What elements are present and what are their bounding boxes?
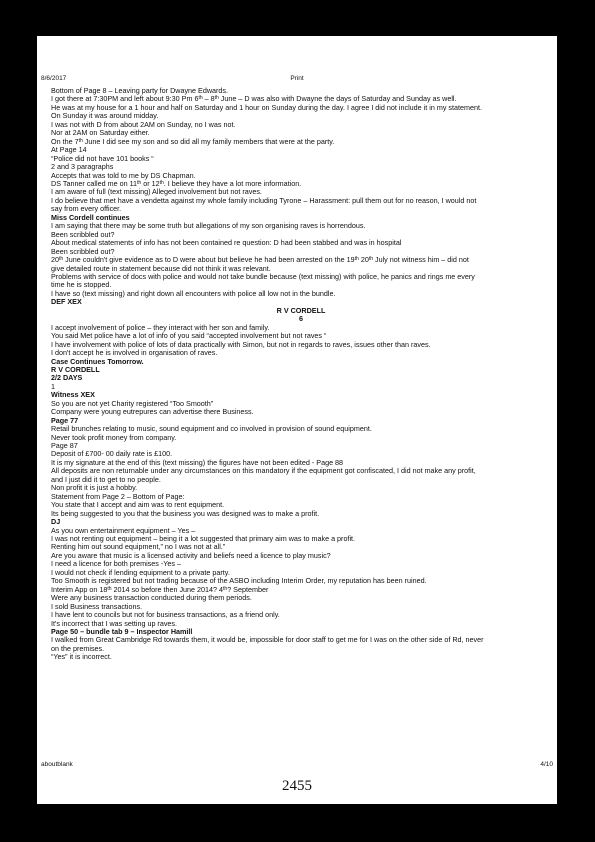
transcript-body [51,87,551,662]
transcript-line: Its being suggested to you that the business you was designed was to make a profit. [51,508,320,518]
transcript-line: Been scribbled out? [51,246,115,256]
document-page [37,36,557,804]
transcript-line: I was not with D from about 2AM on Sunday, no I was not. [51,119,236,129]
transcript-line: Witness XEX [51,390,95,400]
transcript-line: Page 50 – bundle tab 9 – Inspector Hamill [51,627,193,636]
transcript-line: R V CORDELL [51,364,100,374]
transcript-line: I have involvement with police of lots of data practically with Simon, but not in regards to raves, issues other than raves. [51,339,431,349]
transcript-line: Accepts that was told to me by DS Chapman. [51,170,196,180]
transcript-line: “Yes” it is incorrect. [51,652,112,662]
transcript-line: on the premises. [51,643,105,653]
footer-page-count: 4/10 [540,761,553,768]
footer-left: aboutblank [41,761,73,768]
transcript-line: I would not check if lending equipment to a private party. [51,567,230,577]
transcript-line: Are you aware that music is a licensed activity and beliefs need a licence to play music? [51,550,331,560]
transcript-line: I sold Business transactions. [51,601,143,611]
transcript-line: 1 [51,381,55,391]
transcript-line: All deposits are non returnable under any circumstances on this mandatory if the equipment got confiscated, I did not make any profit, [51,466,476,476]
transcript-line: About medical statements of info has not been contained re question: D had been stabbed and was in hospital [51,238,402,248]
transcript-line: Too Smooth is registered but not trading because of the ASBO including Interim Order, my reputation has been ruined. [51,576,427,586]
transcript-line: Nor at 2AM on Saturday either. [51,128,150,138]
transcript-line: Page 77 [51,415,79,425]
transcript-line: 6 [299,314,303,324]
page-number: 2455 [282,778,312,794]
transcript-line: 2/2 DAYS [51,373,83,383]
transcript-line: As you own entertainment equipment – Yes – [51,525,196,535]
transcript-line: time he is stopped. [51,280,112,290]
transcript-line: and I just did it to get to no people. [51,474,161,484]
transcript-line: It is my signature at the end of this (text missing) the figures have not been edited - Page 88 [51,457,344,467]
transcript-line: say from every officer. [51,204,122,214]
transcript-line: Page 87 [51,441,78,451]
transcript-line: I was not renting out equipment – being it a lot suggested that primary aim was to make a profit. [51,534,356,544]
transcript-line: Case Continues Tomorrow. [51,356,144,366]
transcript-line: Were any business transaction conducted during them periods. [51,593,252,603]
transcript-line: Non profit it is just a hobby. [51,483,138,493]
transcript-line: Company were young eutrepures can advertise there Business. [51,407,254,417]
transcript-line: R V CORDELL [276,305,326,315]
transcript-line: DEF XEX [51,297,82,307]
header-date: 8/6/2017 [41,75,67,82]
transcript-line: Been scribbled out? [51,229,115,239]
transcript-line: Bottom of Page 8 – Leaving party for Dwayne Edwards. [51,86,228,95]
transcript-line: At Page 14 [51,145,87,155]
transcript-line: Interim App on 18th 2014 so before then June 2014? 4th? September [51,584,269,594]
transcript-line: I have lent to councils but not for business transactions, as a friend only. [51,610,280,620]
transcript-line: It's incorrect that I was setting up raves. [51,618,178,628]
transcript-line: On the 7th June I did see my son and so did all my family members that were at the party. [51,136,335,146]
transcript-line: You state that I accept and aim was to rent equipment. [51,500,225,510]
transcript-line: I don't accept he is involved in organisation of raves. [51,348,218,358]
transcript-line: I am aware of full (text missing) Alleged involvement but not raves. [51,187,262,197]
transcript-line: I am saying that there may be some truth but allegations of my son organising raves is horrendous. [51,221,366,231]
transcript-line: Deposit of £700- 00 daily rate is £100. [51,449,173,459]
transcript-line: DJ [51,517,61,527]
transcript-line: He was at my house for a 1 hour and half on Saturday and 1 hour on Sunday during the day. I agree I did not include it in my statement. [51,102,482,112]
transcript-line: Statement from Page 2 – Bottom of Page: [51,491,185,501]
transcript-line: I accept involvement of police – they interact with her son and family. [51,322,270,332]
transcript-line: DS Tanner called me on 11th or 12th. I believe they have a lot more information. [51,178,302,188]
transcript-line: 2 and 3 paragraphs [51,162,114,172]
transcript-line: I do believe that met have a vendetta against my whole family including Tyrone – Harassment: pull them out for no reason, I would not [51,195,477,205]
header-title: Print [290,75,304,82]
transcript-line: “Police did not have 101 books “ [51,153,154,163]
transcript-line: So you are not yet Charity registered “Too Smooth” [51,398,214,408]
transcript-line: Retail brunches relating to music, sound equipment and co involved in provision of sound equipment. [51,424,372,434]
transcript-line: 20th June couldn't give evidence as to D were about but believe he had been arrested on the 19th 20th July not witness him – did not [51,255,469,265]
transcript-line: I have so (text missing) and right down all encounters with police all low not in the bundle. [51,288,336,298]
transcript-line: You said Met police have a lot of info of you said “accepted involvement but not raves “ [51,331,327,341]
transcript-line: Renting him out sound equipment,” no I was not at all.” [51,542,226,552]
transcript-line: Problems with service of docs with police and would not take bundle because (text missing) with police, he panics and rings me every [51,271,475,281]
transcript-line: I got there at 7:30PM and left about 9:30 Pm 6th – 8th June – D was also with Dwayne the days of Saturday and Sunday as well. [51,94,457,104]
transcript-line: give detailed route in statement because did not think it was relevant. [51,263,271,273]
transcript-line: Miss Cordell continues [51,212,130,222]
transcript-line: I walked from Great Cambridge Rd towards them, it would be, impossible for door staff to get me for I was on the other side of Rd, never [51,635,484,645]
transcript-line: I need a licence for both premises -Yes – [51,559,181,569]
transcript-line: On Sunday it was around midday. [51,111,159,121]
transcript-line: Never took profit money from company. [51,432,177,442]
